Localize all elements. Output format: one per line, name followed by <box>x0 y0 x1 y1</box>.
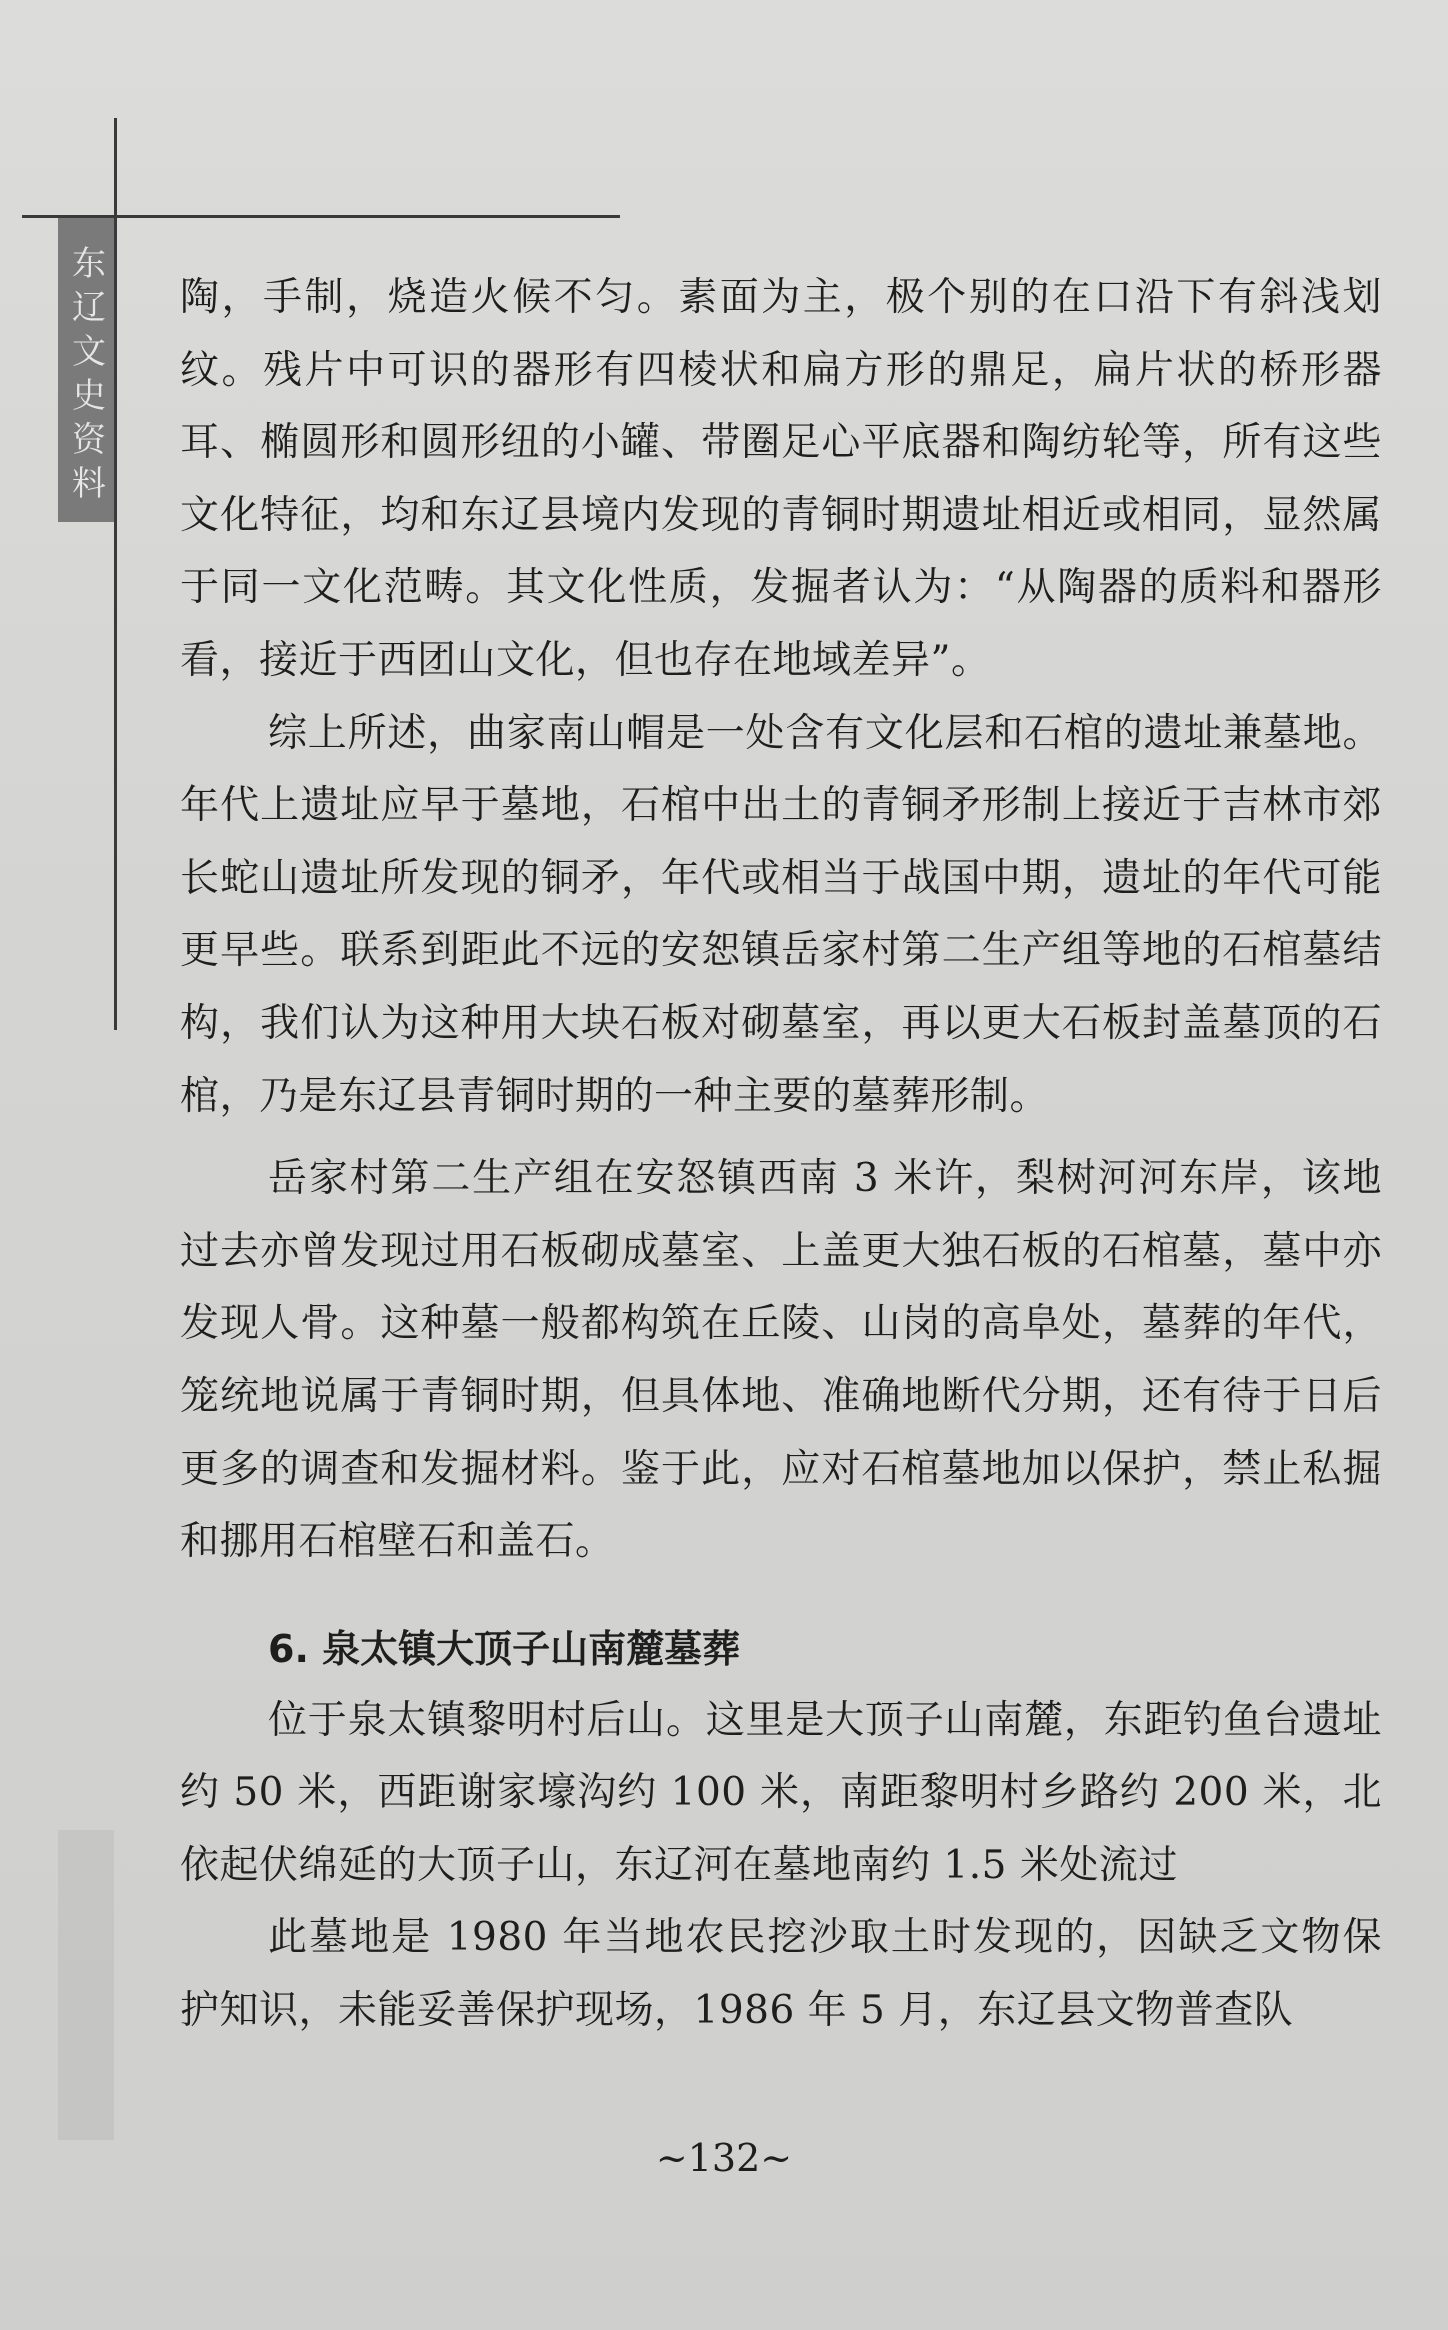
paragraph-summary: 综上所述，曲家南山帽是一处含有文化层和石棺的遗址兼墓地。年代上遗址应早于墓地，石棺中出土的青铜矛形制上接近于吉林市郊长蛇山遗址所发现的铜矛，年代或相当于战国中期，遗址的年代可能更早些。联系到距此不远的安恕镇岳家村第二生产组等地的石棺墓结构，我们认为这种用大块石板对砌墓室，再以更大石板封盖墓顶的石棺，乃是东辽县青铜时期的一种主要的墓葬形制。 <box>180 710 1382 1119</box>
margin-vertical-rule <box>114 118 117 1030</box>
page-body <box>180 262 1382 2048</box>
page-number: ~132~ <box>655 2136 793 2180</box>
sidebar-series-label: 东辽文史资料 <box>58 218 114 522</box>
section-paragraph-discovery: 此墓地是 1980 年当地农民挖沙取土时发现的，因缺乏文物保护知识，未能妥善保护现场，1986 年 5 月，东辽县文物普查队 <box>180 1915 1382 2034</box>
paragraph-continued: 陶，手制，烧造火候不匀。素面为主，极个别的在口沿下有斜浅划纹。残片中可识的器形有四棱状和扁方形的鼎足，扁片状的桥形器耳、椭圆形和圆形纽的小罐、带圈足心平底器和陶纺轮等，所有这些文化特征，均和东辽县境内发现的青铜时期遗址相近或相同，显然属于同一文化范畴。其文化性质，发掘者认为：“从陶器的质料和器形看，接近于西团山文化，但也存在地域差异”。 <box>180 275 1382 683</box>
sidebar-ghost-shadow <box>58 1830 114 2140</box>
section-heading: 6. 泉太镇大顶子山南麓墓葬 <box>268 1626 741 1671</box>
paragraph-yuejia-village: 岳家村第二生产组在安怒镇西南 3 米许，梨树河河东岸，该地过去亦曾发现过用石板砌成墓室、上盖更大独石板的石棺墓，墓中亦发现人骨。这种墓一般都构筑在丘陵、山岗的高阜处，墓葬的年代，笼统地说属于青铜时期，但具体地、准确地断代分期，还有待于日后更多的调查和发掘材料。鉴于此，应对石棺墓地加以保护，禁止私掘和挪用石棺壁石和盖石。 <box>180 1156 1382 1565</box>
section-paragraph-location: 位于泉太镇黎明村后山。这里是大顶子山南麓，东距钓鱼台遗址约 50 米，西距谢家壕沟约 100 米，南距黎明村乡路约 200 米，北依起伏绵延的大顶子山，东辽河在墓地南约 1.5 米处流过 <box>180 1697 1382 1888</box>
